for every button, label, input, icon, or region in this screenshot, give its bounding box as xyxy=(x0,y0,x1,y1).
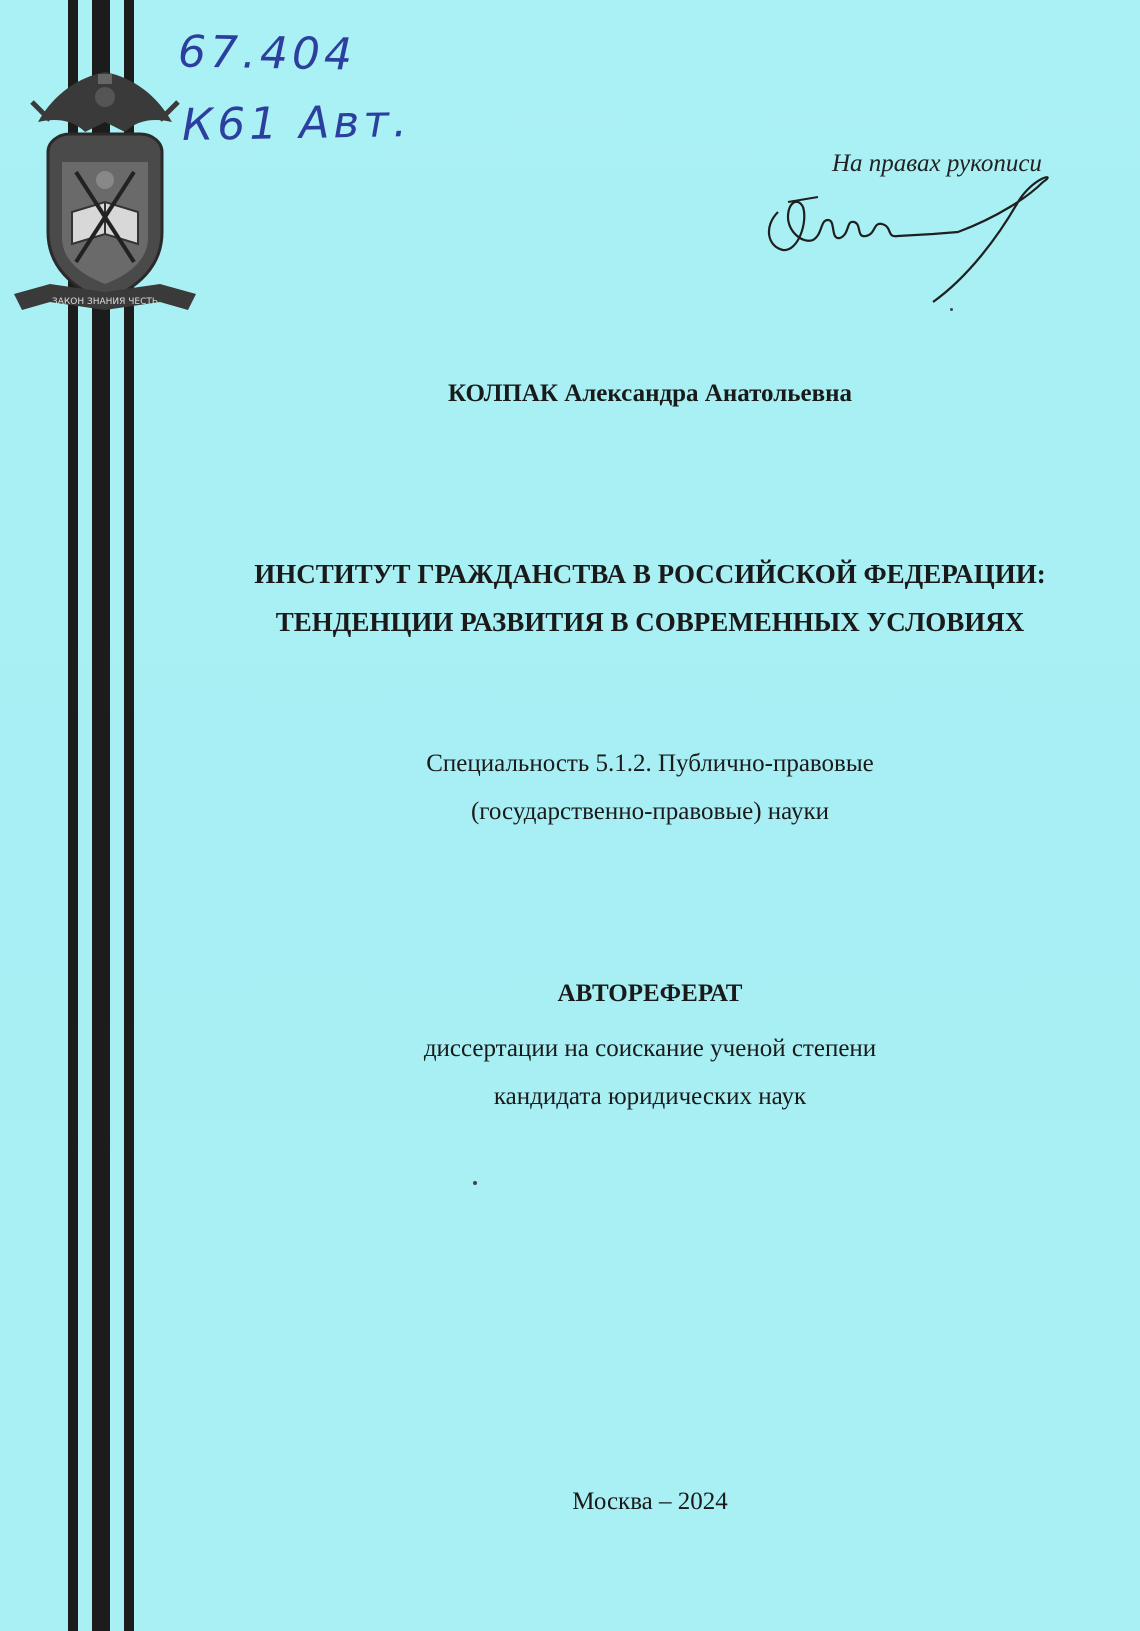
author-name: КОЛПАК Александра Анатольевна xyxy=(448,380,852,407)
place-and-year: Москва – 2024 xyxy=(572,1488,728,1515)
specialty xyxy=(160,740,1140,836)
title-line-2: ТЕНДЕНЦИИ РАЗВИТИЯ В СОВРЕМЕННЫХ УСЛОВИЯХ xyxy=(275,607,1025,637)
purpose-line-2: кандидата юридических наук xyxy=(493,1083,807,1110)
author-signature xyxy=(758,172,1088,322)
scan-speck xyxy=(950,308,953,311)
specialty-line-2: (государственно-правовые) науки xyxy=(470,798,830,825)
degree-purpose xyxy=(160,1025,1140,1121)
document-type: АВТОРЕФЕРАТ xyxy=(557,980,743,1007)
svg-text:ЗАКОН ЗНАНИЯ ЧЕСТЬ: ЗАКОН ЗНАНИЯ ЧЕСТЬ xyxy=(51,297,159,307)
scan-speck xyxy=(473,1181,477,1185)
specialty-line-1: Специальность 5.1.2. Публично-правовые xyxy=(426,750,874,777)
university-emblem-icon xyxy=(10,62,200,332)
dissertation-title xyxy=(160,550,1140,646)
library-code-line-2: К61 Авт. xyxy=(181,96,412,151)
manuscript-note: На правах рукописи xyxy=(832,150,1042,177)
title-line-1: ИНСТИТУТ ГРАЖДАНСТВА В РОССИЙСКОЙ ФЕДЕРАЦИИ: xyxy=(254,559,1046,589)
library-code-line-1: 67.404 xyxy=(177,26,357,81)
purpose-line-1: диссертации на соискание ученой степени xyxy=(423,1035,877,1062)
